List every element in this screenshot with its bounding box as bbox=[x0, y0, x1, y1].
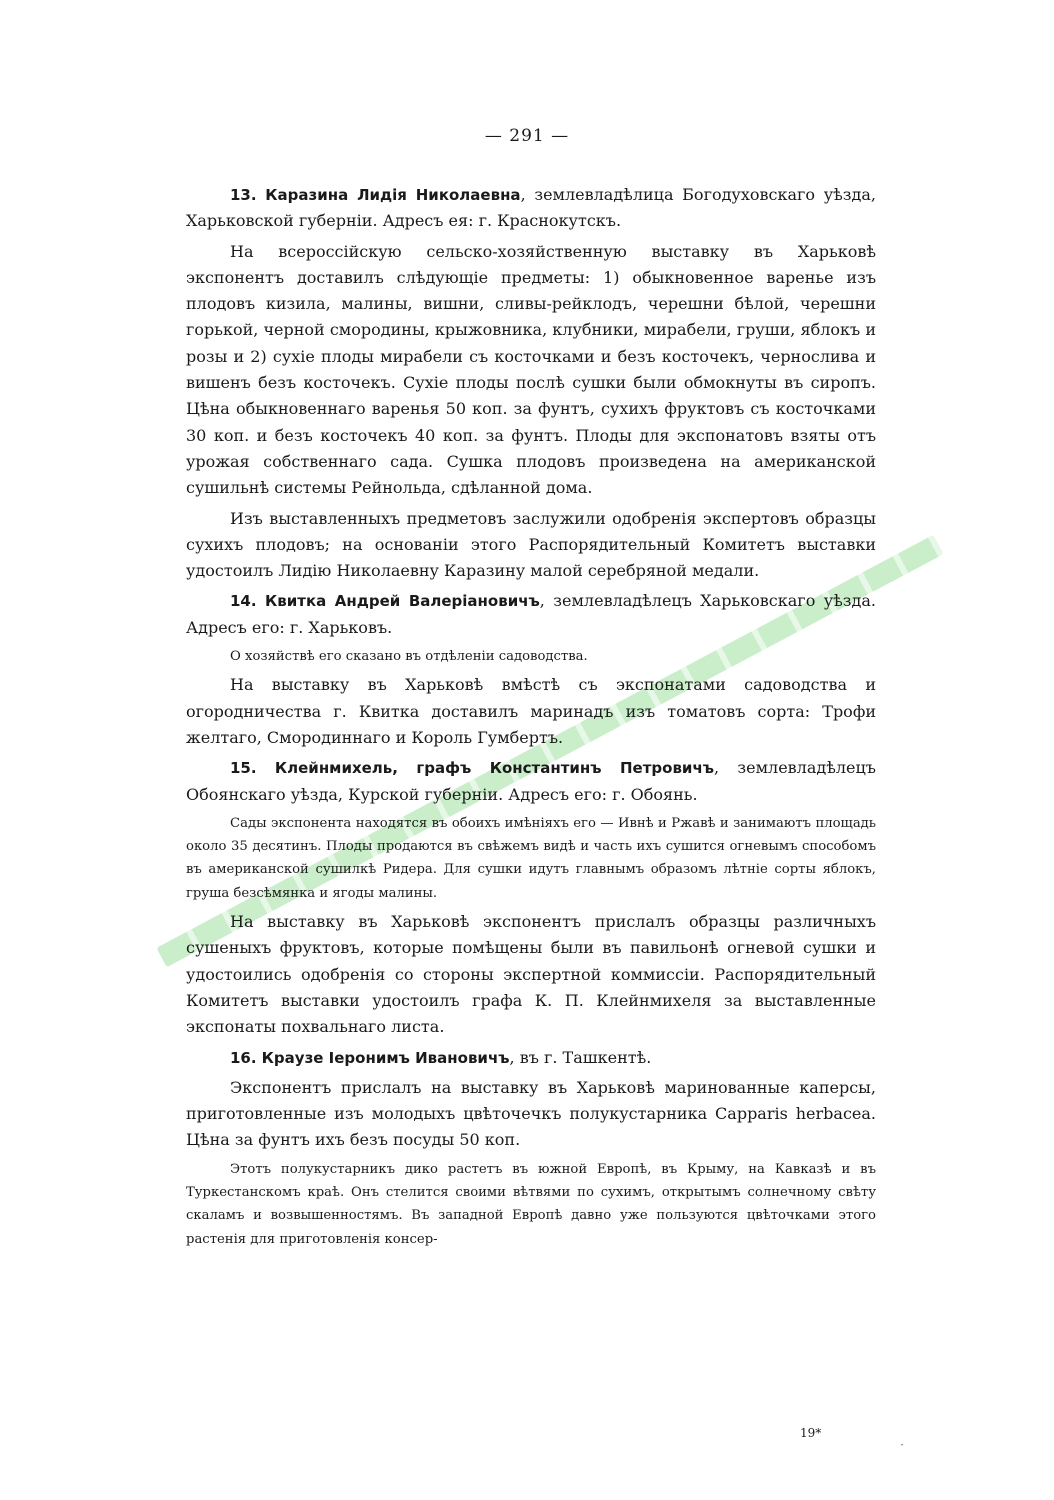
entry-16-note: Этотъ полукустарникъ дико растетъ въ южной Европѣ, въ Крыму, на Кавказѣ и въ Туркестанскомъ краѣ. Онъ стелится своими вѣтвями по сухимъ, открытымъ солнечному свѣту скаламъ и возвышенностямъ. Въ западной Европѣ давно уже пользуются цвѣточками этого растенія для приготовленія консер- bbox=[186, 1161, 876, 1247]
entry-14-note: О хозяйствѣ его сказано въ отдѣленіи садоводства. bbox=[230, 649, 588, 665]
entry-details: , землевладѣлица Богодуховскаго уѣзда, Харьковской губерніи. Адресъ ея: г. Краснокутскъ. bbox=[186, 185, 876, 231]
entry-13-paragraph-2: Изъ выставленныхъ предметовъ заслужили одобренія экспертовъ образцы сухихъ плодовъ; на основаніи этого Распорядительный Комитетъ выставки удостоилъ Лидію Николаевну Каразину малой серебряной медали. bbox=[186, 508, 876, 581]
entry-14-paragraph-1: На выставку въ Харьковѣ вмѣстѣ съ экспонатами садоводства и огородничества г. Квитка доставилъ маринадъ изъ томатовъ сорта: Трофи желтаго, Смородиннаго и Король Гумбертъ. bbox=[186, 675, 876, 747]
entry-details: , въ г. Ташкентѣ. bbox=[509, 1047, 652, 1067]
entry-number: 16. bbox=[230, 1048, 257, 1067]
entry-number: 14. bbox=[230, 592, 257, 611]
body-text bbox=[186, 178, 876, 1255]
entry-details: , землевладѣлецъ Харьковскаго уѣзда. Адресъ его: г. Харьковъ. bbox=[186, 591, 876, 637]
entry-13-heading bbox=[186, 182, 876, 235]
exhibitor-name: Каразина Лидія Николаевна bbox=[265, 186, 521, 204]
corner-mark: · bbox=[900, 1438, 904, 1452]
exhibitor-name: Клейнмихель, графъ Константинъ Петровичъ bbox=[274, 759, 715, 778]
exhibitor-name: Краузе Іеронимъ Ивановичъ bbox=[261, 1048, 510, 1067]
entry-16-paragraph-1: Экспонентъ прислалъ на выставку въ Харьковѣ маринованные каперсы, приготовленные изъ молодыхъ цвѣточечкъ полукустарника Capparis herbacea. Цѣна за фунтъ ихъ безъ посуды 50 коп. bbox=[186, 1077, 876, 1150]
entry-number: 15. bbox=[230, 759, 257, 778]
entry-details: , землевладѣлецъ Обоянскаго уѣзда, Курской губерніи. Адресъ его: г. Обоянь. bbox=[186, 758, 876, 804]
entry-15-paragraph-1: На выставку въ Харьковѣ экспонентъ прислалъ образцы различныхъ сушеныхъ фруктовъ, которые помѣщены были въ павильонѣ огневой сушки и удостоились одобренія со стороны экспертной коммиссіи. Распорядительный Комитетъ выставки удостоилъ графа К. П. Клейнмихеля за выставленные экспонаты похвальнаго листа. bbox=[186, 912, 876, 1037]
entry-13-paragraph-1: На всероссійскую сельско-хозяйственную выставку въ Харьковѣ экспонентъ доставилъ слѣдующіе предметы: 1) обыкновенное варенье изъ плодовъ кизила, малины, вишни, сливы-рейклодъ, черешни бѣлой, черешни горькой, черной смородины, крыжовника, клубники, мирабели, груши, яблокъ и розы и 2) сухіе плоды мирабели съ косточками и безъ косточекъ, чернослива и вишенъ безъ косточекъ. Сухіе плоды послѣ сушки были обмокнуты въ сиропъ. Цѣна обыкновеннаго варенья 50 коп. за фунтъ, сухихъ фруктовъ съ косточками 30 коп. и безъ косточекъ 40 коп. за фунтъ. Плоды для экспонатовъ взяты отъ урожая собственнаго сада. Сушка плодовъ произведена на американской сушильнѣ системы Рейнольда, сдѣланной дома. bbox=[186, 241, 876, 498]
printer-signature: 19* bbox=[800, 1426, 822, 1440]
entry-16-heading bbox=[186, 1045, 876, 1071]
entry-15-heading bbox=[186, 755, 876, 808]
entry-15-note: Сады экспонента находятся въ обоихъ имѣніяхъ его — Ивнѣ и Ржавѣ и занимаютъ площадь около 35 десятинъ. Плоды продаются въ свѣжемъ видѣ и часть ихъ сушится огневымъ способомъ въ американской сушилкѣ Ридера. Для сушки идутъ главнымъ образомъ лѣтніе сорты яблокъ, груша безсѣмянка и ягоды малины. bbox=[186, 815, 876, 901]
page-number: — 291 — bbox=[484, 126, 570, 146]
entry-14-heading bbox=[186, 588, 876, 641]
exhibitor-name: Квитка Андрей Валеріановичъ bbox=[264, 592, 540, 611]
entry-number: 13. bbox=[230, 186, 257, 204]
